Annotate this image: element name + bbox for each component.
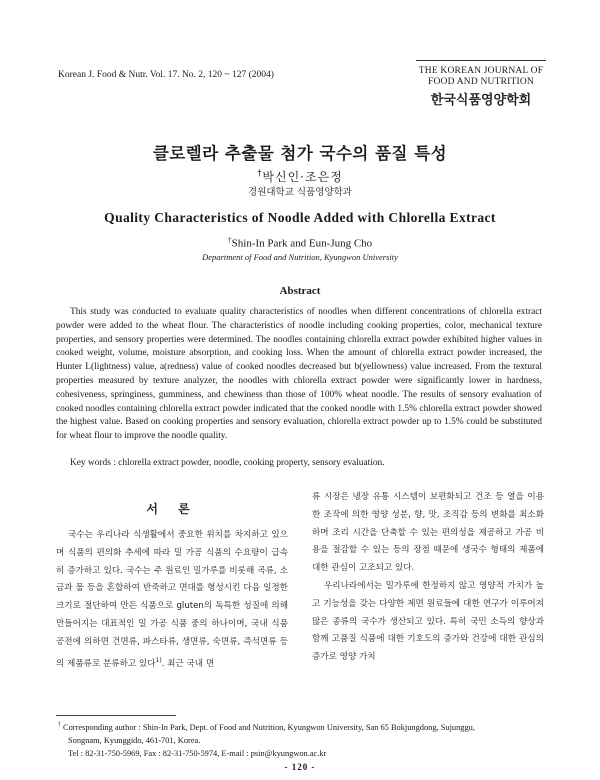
authors-english <box>0 235 600 250</box>
footnote-line-2: Songnam, Kyunggido, 461-701, Korea. <box>68 735 201 745</box>
journal-name-en-line1: THE KOREAN JOURNAL OF <box>418 66 544 76</box>
citation-ref: 1) <box>155 656 162 664</box>
footnote-line-1 <box>58 719 544 734</box>
dagger-mark: † <box>227 235 232 244</box>
footnote-line-3: Tel : 82-31-750-5969, Fax : 82-31-750-5974, E-mail : psin@kyungwon.ac.kr <box>68 748 327 758</box>
right-column <box>312 489 544 667</box>
authors-korean-text: 박신인·조은정 <box>262 170 343 184</box>
section-heading-introduction: 서 론 <box>146 502 198 516</box>
dagger-mark: † <box>58 722 61 728</box>
journal-citation: Korean J. Food & Nutr. Vol. 17. No. 2, 120 ~ 127 (2004) <box>58 70 274 80</box>
title-korean: 클로렐라 추출물 첨가 국수의 품질 특성 <box>152 144 448 163</box>
abstract-body: This study was conducted to evaluate quality characteristics of noodles when different concentrations of chlorella extract powder were added to the wheat flour. The characteristics of noodle including cooking properties, color, mechanical texture properties, and sensory properties were determined. The noodles containing chlorella extract powder exhibited higher values in cooked weight, volume, moisture absorption, and cooking loss. When the amount of chlorella extract powder increased, the Hunter L(lightness) value, a(redness) value of cooked noodles decreased but b(yellowness) value increased. From the textural properties measured by texture analyzer, the noodles with chlorella extract powder were significantly lower in hardness, cohesiveness, springiness, gumminess, and chewiness than those of 100% wheat noodle. The results of sensory evaluation of cooked noodles containing chlorella extract powder indicated that the cooked noodle with 1.5% chlorella extract powder showed the highest value. Based on cooking properties and sensory evaluation, chlorella extract powder up to 1.5% could be substituted for wheat flour to improve the noodle quality. <box>56 307 542 442</box>
authors-korean <box>0 168 600 185</box>
abstract-heading: Abstract <box>279 285 321 297</box>
dagger-mark: † <box>257 168 263 178</box>
title-english: Quality Characteristics of Noodle Added with Chlorella Extract <box>104 210 496 225</box>
journal-name-en-line2: FOOD AND NUTRITION <box>428 77 534 87</box>
journal-logo <box>416 60 546 108</box>
intro-paragraph-1-tail: . 최근 국내 면 <box>161 658 215 669</box>
footnote-line-1-text: Corresponding author : Shin-In Park, Dept. of Food and Nutrition, Kyungwon University, San 65 Bokjungdong, Sujunggu, <box>63 722 475 732</box>
journal-name-kr: 한국식품영양학회 <box>430 93 532 108</box>
left-column <box>56 527 288 673</box>
intro-paragraph-2: 우리나라에서는 밀가루에 한정하지 않고 영양적 가치가 높고 기능성을 갖는 다양한 제면 원료들에 대한 연구가 이루어져 많은 종류의 국수가 생산되고 있다. 특히 국민 소득의 향상과 함께 고품질 식품에 대한 기호도의 증가와 건강에 대한 관심의 증가로 영양 가치 <box>312 580 544 663</box>
intro-paragraph-1 <box>56 527 288 673</box>
intro-paragraph-continued: 류 시장은 냉장 유통 시스템이 보편화되고 건조 등 열을 이용한 조작에 의한 영양 성분, 향, 맛, 조직감 등의 변화를 최소화하며 조리 시간을 단축할 수 있는 편의성을 제공하고 가공 비용을 절감할 수 있는 등의 장점 때문에 생국수 형태의 제품에 대한 관심이 고조되고 있다. <box>312 492 544 574</box>
keywords: Key words : chlorella extract powder, noodle, cooking property, sensory evaluation. <box>70 458 385 468</box>
footnote-divider <box>56 715 176 716</box>
intro-paragraph-1-text: 국수는 우리나라 식생활에서 중요한 위치를 차지하고 있으며 식품의 편의화 추세에 따라 밀 가공 식품의 수요량이 급속히 증가하고 있다. 국수는 주 원료인 밀가루를 비롯해 곡류, 소금과 물 등을 혼합하여 반죽하고 면대를 형성시킨 다음 일정한 크기로 절단하여 만든 식품으로 gluten의 독특한 성질에 의해 만들어지는 대표적인 밀 가공 식품 중의 하나이며, 국내 식품공전에 의하면 건면류, 파스타류, 생면류, 숙면류, 즉석면류 등의 제품류로 분류하고 있다 <box>56 530 288 669</box>
affiliation-english: Department of Food and Nutrition, Kyungwon University <box>202 252 398 262</box>
affiliation-korean: 경원대학교 식품영양학과 <box>248 187 352 198</box>
page-number: - 120 - <box>284 762 316 772</box>
footnote <box>58 719 544 760</box>
authors-english-text: Shin-In Park and Eun-Jung Cho <box>231 237 373 250</box>
